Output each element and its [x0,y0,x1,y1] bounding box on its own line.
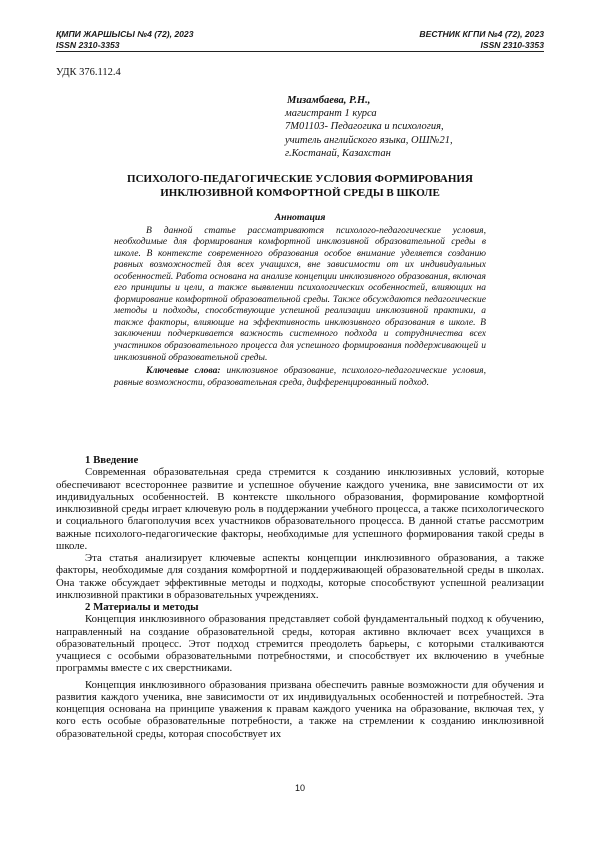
udk-code: УДК 376.112.4 [56,67,121,78]
author-line: учитель английского языка, ОШ№21, [285,134,453,146]
author-block [285,94,453,160]
keywords-label: Ключевые слова: [146,365,221,377]
journal-title-kz: ҚМПИ ЖАРШЫСЫ №4 (72), 2023 [56,29,194,39]
paragraph-text: Современная образовательная среда стремится к созданию инклюзивных условий, которые обеспечивают всестороннее развитие и успешное обучение каждого ученика, вне зависимости от их индивидуальных особенностей. В контексте школьного образования, формирование комфортной инклюзивной среды играет ключевую роль в поддержании учебного процесса, а также психологического и социального благополучия всех участников образовательного процесса. В данной статье рассмотрим важные психолого-педагогические факторы, необходимые для успешного формирования такой среды в школе. [56,466,544,552]
running-header [56,29,544,59]
journal-title-ru: ВЕСТНИК КГПИ №4 (72), 2023 [419,29,544,39]
paragraph-text: Концепция инклюзивного образования призвана обеспечить равные возможности для обучения и развития каждого ученика, вне зависимости от их индивидуальных особенностей и потребностей. Эта концепция основана на принципе уважения к правам каждого ученика на образование, включая тех, у кого есть особые образовательные потребности, а также на стремлении к созданию инклюзивной образовательной среды, которая способствует их [56,678,544,740]
header-right [419,29,544,50]
author-line: магистрант 1 курса [285,108,377,120]
body-paragraph [56,552,544,601]
title-line: ИНКЛЮЗИВНОЙ КОМФОРТНОЙ СРЕДЫ В ШКОЛЕ [160,186,440,199]
header-divider [56,51,544,52]
abstract [114,212,486,388]
keywords-text: инклюзивное образование, психолого-педагогические условия, равные возможности, образовательная среда, дифференцированный подход. [114,365,486,388]
article-body [56,454,544,740]
author-line: 7М01103- Педагогика и психология, [285,121,444,133]
paragraph-text: Концепция инклюзивного образования представляет собой фундаментальный подход к обучению, направленный на создание образовательной среды, которая активно включает всех учащихся в образовательный процесс. Этот подход стремится преодолеть барьеры, с которыми сталкиваются учащиеся с особыми образовательными потребностями, и способствует их включению в учебные программы вместе с их сверстниками. [56,613,544,675]
abstract-heading: Аннотация [274,212,326,223]
header-left [56,29,193,50]
abstract-text: В данной статье рассматриваются психолого-педагогические условия, необходимые для формирования комфортной инклюзивной образовательной среды в школе. В контексте современного образования особое внимание уделяется созданию равных возможностей для всех учащихся, вне зависимости от их индивидуальных особенностей. Работа основана на анализе концепции инклюзивного образования, включая его принципы и цели, а также выявлении психологических особенностей, влияющих на формирование комфортной образовательной среды. Также обсуждаются педагогические методы и подходы, способствующие успешной реализации инклюзивной практики, а также факторы, влияющие на эффективность инклюзивного образования в школе. В заключении подчеркивается важность системного подхода и сотрудничества всех участников образовательного процесса для успешного формирования поддерживающей и инклюзивной образовательной среды. [114,224,486,363]
section-heading-intro: 1 Введение [85,454,139,466]
issn-right: ISSN 2310-3353 [480,39,544,50]
issn-left: ISSN 2310-3353 [56,39,120,50]
body-paragraph [56,679,544,740]
keywords [114,365,486,388]
title-line: ПСИХОЛОГО-ПЕДАГОГИЧЕСКИЕ УСЛОВИЯ ФОРМИРОВАНИЯ [127,173,473,185]
body-paragraph [56,466,544,552]
author-line: г.Костанай, Казахстан [285,147,391,159]
body-paragraph [56,613,544,674]
page-number: 10 [294,783,305,793]
section-heading-methods: 2 Материалы и методы [85,601,199,613]
author-name: Мизамбаева, Р.Н., [287,95,371,106]
article-title [56,173,544,200]
paragraph-text: Эта статья анализирует ключевые аспекты концепции инклюзивного образования, а также факторы, необходимые для создания комфортной и поддерживающей образовательной среды в школах. Она также обсуждает эффективные методы и подходы, которые способствуют успешной реализации инклюзивной практики в образовательных учреждениях. [56,552,544,601]
